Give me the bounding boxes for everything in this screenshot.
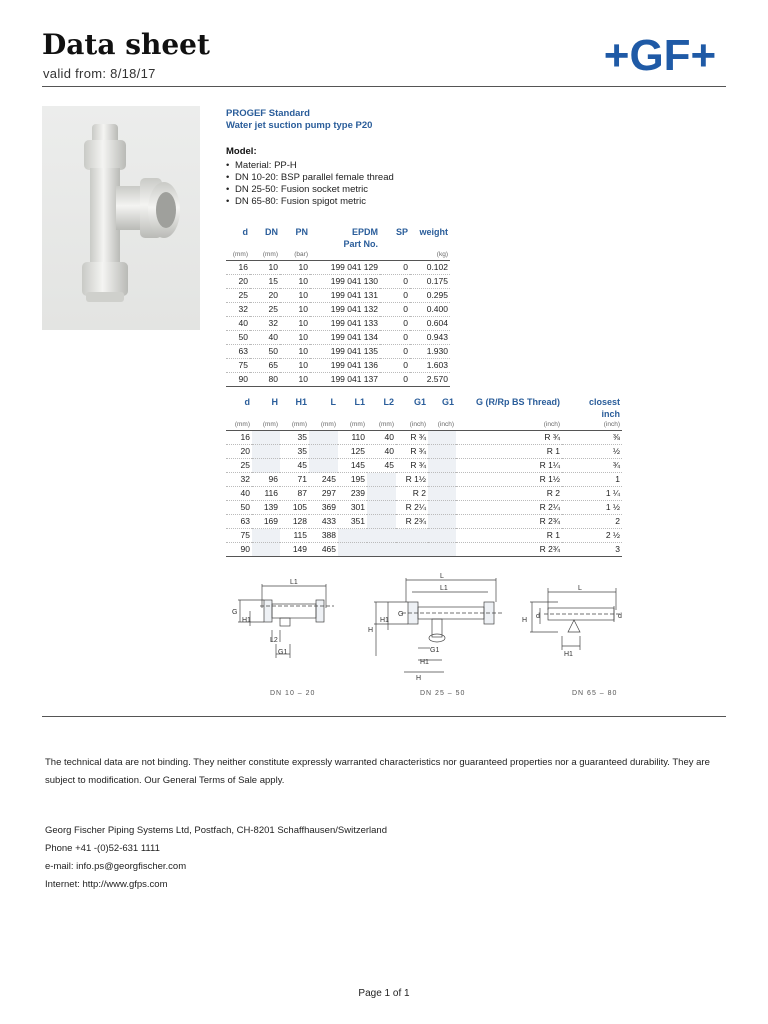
table-cell: 10 — [280, 303, 310, 317]
table-row — [226, 501, 622, 515]
table-row — [226, 543, 622, 557]
table-cell: 433 — [309, 515, 338, 529]
table-cell: R 2 — [456, 487, 562, 501]
valid-from: valid from: 8/18/17 — [43, 66, 156, 81]
table-cell: 145 — [338, 459, 367, 473]
table-cell: 0 — [380, 303, 410, 317]
column-unit: (inch) — [428, 420, 456, 431]
disclaimer: The technical data are not binding. They neither constitute expressly warranted characteristics nor guaranteed properties nor a guaranteed durability. They are subject to modification. Our General Terms of Sale apply. — [45, 757, 710, 786]
table-cell: 71 — [280, 473, 309, 487]
table-cell: R 2¼ — [456, 501, 562, 515]
table-cell: 0 — [380, 359, 410, 373]
phone: Phone +41 -(0)52-631 1111 — [45, 843, 160, 854]
table-cell: R ¾ — [396, 445, 428, 459]
table-row — [226, 345, 450, 359]
table-cell: 15 — [250, 275, 280, 289]
table-cell: 1 ½ — [562, 501, 622, 515]
column-header: L2 — [383, 397, 394, 407]
dim-label-g: G — [232, 609, 238, 616]
table-cell: 10 — [280, 373, 310, 387]
column-header-sub — [280, 408, 309, 420]
table-cell — [428, 487, 456, 501]
dimensions-table — [226, 396, 622, 557]
table-cell: 110 — [338, 431, 367, 445]
table-cell: 245 — [309, 473, 338, 487]
table-row — [226, 317, 450, 331]
table-cell: 10 — [250, 261, 280, 275]
table-cell — [367, 473, 396, 487]
table-cell — [309, 431, 338, 445]
table-cell: 0.400 — [410, 303, 450, 317]
column-header-sub — [456, 408, 562, 420]
column-header-sub — [338, 408, 367, 420]
table-cell — [367, 487, 396, 501]
table-cell: 35 — [280, 445, 309, 459]
table-cell — [338, 529, 367, 543]
column-header: PN — [295, 227, 308, 237]
table-cell: 45 — [280, 459, 309, 473]
table-cell: 1 — [562, 473, 622, 487]
table-cell: 199 041 131 — [310, 289, 380, 303]
table-cell — [428, 459, 456, 473]
column-unit: (inch) — [562, 420, 622, 431]
column-unit: (mm) — [252, 420, 280, 431]
column-header: G1 — [413, 397, 426, 407]
table-cell — [396, 543, 428, 557]
dim-label-g1: G1 — [278, 649, 288, 656]
column-unit: (mm) — [226, 420, 252, 431]
diagram-caption: DN 65 – 80 — [572, 690, 618, 697]
table-row — [226, 515, 622, 529]
table-row — [226, 373, 450, 387]
column-unit — [310, 250, 380, 261]
column-unit: (mm) — [309, 420, 338, 431]
table-cell — [309, 445, 338, 459]
table-cell: 10 — [280, 359, 310, 373]
table-cell: 199 041 135 — [310, 345, 380, 359]
diagram-dn25-50 — [368, 572, 512, 684]
table-row — [226, 275, 450, 289]
table-cell: 50 — [226, 331, 250, 345]
table-cell — [428, 543, 456, 557]
table-cell: R 2¼ — [396, 501, 428, 515]
column-unit: (mm) — [280, 420, 309, 431]
table-cell: 199 041 136 — [310, 359, 380, 373]
gf-logo — [592, 32, 728, 78]
table-cell: R 1½ — [456, 473, 562, 487]
table-cell: 40 — [250, 331, 280, 345]
table-cell: 32 — [250, 317, 280, 331]
page-title: Data sheet — [42, 28, 210, 61]
table-cell: R 1½ — [396, 473, 428, 487]
table-cell: 63 — [226, 345, 250, 359]
tee-fitting-image — [42, 106, 200, 330]
table-cell: 32 — [226, 473, 252, 487]
table-cell: R 1¼ — [456, 459, 562, 473]
table-cell: 369 — [309, 501, 338, 515]
table-cell: 2 — [562, 515, 622, 529]
table-cell: 2.570 — [410, 373, 450, 387]
spec-list — [226, 160, 394, 208]
product-line: PROGEF Standard — [226, 108, 310, 119]
spec-item: • DN 10-20: BSP parallel female thread — [226, 172, 394, 184]
table-cell: 50 — [226, 501, 252, 515]
table-cell: R 2¾ — [396, 515, 428, 529]
table-cell: 1.603 — [410, 359, 450, 373]
table-cell: 25 — [226, 289, 250, 303]
logo-text: +GF+ — [603, 32, 717, 78]
dim-label-l: L — [440, 573, 444, 580]
table-cell: R 2¾ — [456, 515, 562, 529]
column-header-sub — [367, 408, 396, 420]
dim-label-g: G — [398, 611, 404, 618]
column-unit: (bar) — [280, 250, 310, 261]
table-cell — [428, 529, 456, 543]
table-row — [226, 431, 622, 445]
table-cell: 0.295 — [410, 289, 450, 303]
table-cell: 0.102 — [410, 261, 450, 275]
dim-label-l: L — [578, 585, 582, 592]
table-cell: 0 — [380, 289, 410, 303]
table-cell: R 2¾ — [456, 543, 562, 557]
table-cell — [252, 529, 280, 543]
table-cell: 40 — [226, 317, 250, 331]
table-cell: 10 — [280, 261, 310, 275]
table-cell: 2 ½ — [562, 529, 622, 543]
table-cell: 388 — [309, 529, 338, 543]
column-header: d — [242, 227, 248, 237]
table-row — [226, 261, 450, 275]
table-cell — [338, 543, 367, 557]
website[interactable]: Internet: http://www.gfps.com — [45, 879, 168, 890]
dim-label-g1: G1 — [430, 647, 440, 654]
table-cell: 125 — [338, 445, 367, 459]
table-cell: 195 — [338, 473, 367, 487]
table-cell — [428, 431, 456, 445]
column-header: G (R/Rp BS Thread) — [475, 397, 560, 407]
model-label: Model: — [226, 146, 257, 157]
column-unit: (mm) — [226, 250, 250, 261]
table-cell — [428, 501, 456, 515]
column-header: H — [271, 397, 278, 407]
table-cell: R ¾ — [456, 431, 562, 445]
table-cell: 301 — [338, 501, 367, 515]
column-unit: (inch) — [456, 420, 562, 431]
table-row — [226, 303, 450, 317]
email[interactable]: e-mail: info.ps@georgfischer.com — [45, 861, 187, 872]
column-unit: (mm) — [338, 420, 367, 431]
product-photo — [42, 106, 200, 330]
table-cell: 87 — [280, 487, 309, 501]
table-cell — [367, 529, 396, 543]
table-cell: ½ — [562, 445, 622, 459]
table-cell: 96 — [252, 473, 280, 487]
column-unit: (inch) — [396, 420, 428, 431]
table-row — [226, 289, 450, 303]
table-cell: 10 — [280, 317, 310, 331]
column-header-sub — [252, 408, 280, 420]
table-cell: 0 — [380, 345, 410, 359]
table-cell: 25 — [226, 459, 252, 473]
table-cell — [252, 431, 280, 445]
table-cell: 90 — [226, 543, 252, 557]
column-header-sub — [280, 238, 310, 250]
table-cell — [367, 543, 396, 557]
table-cell: 20 — [226, 445, 252, 459]
table-row — [226, 331, 450, 345]
dim-label-l1: L1 — [440, 585, 448, 592]
column-header-sub — [428, 408, 456, 420]
header-divider — [42, 86, 726, 87]
table-cell: 0 — [380, 261, 410, 275]
table-cell: 1 ¼ — [562, 487, 622, 501]
spec-item: • DN 25-50: Fusion socket metric — [226, 184, 394, 196]
product-name: Water jet suction pump type P20 — [226, 120, 373, 131]
column-header-sub — [226, 238, 250, 250]
table-cell: 0.943 — [410, 331, 450, 345]
table-cell: 20 — [250, 289, 280, 303]
table-cell: 65 — [250, 359, 280, 373]
column-header: EPDM — [351, 227, 378, 237]
column-unit: (mm) — [367, 420, 396, 431]
table-cell: 199 041 134 — [310, 331, 380, 345]
table-cell: 1.930 — [410, 345, 450, 359]
table-cell: 80 — [250, 373, 280, 387]
product-title — [226, 108, 372, 132]
table-cell: R ¾ — [396, 431, 428, 445]
table-cell — [309, 459, 338, 473]
table-cell — [367, 515, 396, 529]
table-cell: 75 — [226, 359, 250, 373]
table-cell: 199 041 132 — [310, 303, 380, 317]
dim-label-h1: H1 — [564, 651, 573, 658]
contact-block — [45, 822, 387, 894]
column-header: closest — [588, 397, 620, 407]
dim-label-h-bottom: H — [416, 675, 422, 682]
table-cell: 20 — [226, 275, 250, 289]
table-cell: 32 — [226, 303, 250, 317]
column-header: L1 — [354, 397, 365, 407]
table-cell: 0 — [380, 373, 410, 387]
table-cell — [367, 501, 396, 515]
table-cell — [252, 445, 280, 459]
page-number: Page 1 of 1 — [358, 988, 410, 999]
table-cell: 3 — [562, 543, 622, 557]
spec-item: • Material: PP-H — [226, 160, 394, 172]
table-cell: 199 041 129 — [310, 261, 380, 275]
dim-label-h1: H1 — [380, 617, 389, 624]
table-cell: 169 — [252, 515, 280, 529]
column-header-sub — [250, 238, 280, 250]
table-cell — [252, 543, 280, 557]
table-cell: ¾ — [562, 459, 622, 473]
column-header-sub — [410, 238, 450, 250]
table-cell: 16 — [226, 261, 250, 275]
table-cell: 10 — [280, 275, 310, 289]
column-header-sub — [309, 408, 338, 420]
table-cell: 40 — [367, 431, 396, 445]
column-header: weight — [419, 227, 448, 237]
column-header: SP — [395, 227, 408, 237]
table-cell: ⅜ — [562, 431, 622, 445]
table-cell: 199 041 137 — [310, 373, 380, 387]
table-row — [226, 359, 450, 373]
table-cell: 0 — [380, 317, 410, 331]
column-header: DN — [265, 227, 278, 237]
diagram-dn10-20 — [222, 572, 344, 684]
table-cell: 351 — [338, 515, 367, 529]
table-cell: 149 — [280, 543, 309, 557]
table-cell — [428, 515, 456, 529]
diagram-dn65-80 — [518, 572, 626, 684]
table-cell: R 2 — [396, 487, 428, 501]
table-cell: 105 — [280, 501, 309, 515]
table-cell: 115 — [280, 529, 309, 543]
table-row — [226, 445, 622, 459]
table-cell — [428, 473, 456, 487]
table-row — [226, 487, 622, 501]
table-cell: 297 — [309, 487, 338, 501]
table-cell — [396, 529, 428, 543]
column-header: L — [330, 397, 336, 407]
table-cell: R 1 — [456, 445, 562, 459]
table-row — [226, 459, 622, 473]
column-header: G1 — [441, 397, 454, 407]
table-cell: 50 — [250, 345, 280, 359]
table-cell: R ¾ — [396, 459, 428, 473]
table-row — [226, 529, 622, 543]
table-cell: 25 — [250, 303, 280, 317]
table-cell: 90 — [226, 373, 250, 387]
table-cell: 139 — [252, 501, 280, 515]
table-cell: 199 041 130 — [310, 275, 380, 289]
table-cell: 0.175 — [410, 275, 450, 289]
parts-table — [226, 226, 450, 387]
table-cell: 63 — [226, 515, 252, 529]
dim-label-h: H — [522, 617, 528, 624]
dim-label-l2: L2 — [270, 637, 278, 644]
dim-label-l1: L1 — [290, 579, 298, 586]
table-cell: 199 041 133 — [310, 317, 380, 331]
table-cell — [252, 459, 280, 473]
table-cell: 16 — [226, 431, 252, 445]
table-cell: 45 — [367, 459, 396, 473]
diagram-caption: DN 10 – 20 — [270, 690, 316, 697]
table-cell: 10 — [280, 289, 310, 303]
table-row — [226, 473, 622, 487]
table-cell — [428, 445, 456, 459]
content-divider — [42, 716, 726, 717]
dim-label-h1-bottom: H1 — [420, 659, 429, 666]
spec-item: • DN 65-80: Fusion spigot metric — [226, 196, 394, 208]
column-unit: (kg) — [410, 250, 450, 261]
column-header-sub: inch — [601, 409, 620, 419]
column-header-sub — [226, 408, 252, 420]
table-cell: 35 — [280, 431, 309, 445]
dim-label-d: d — [536, 613, 540, 620]
column-header: H1 — [295, 397, 307, 407]
table-cell: 239 — [338, 487, 367, 501]
table-cell: 10 — [280, 345, 310, 359]
dim-label-h1: H1 — [242, 617, 251, 624]
table-cell: 40 — [367, 445, 396, 459]
table-cell: 0 — [380, 275, 410, 289]
company-address: Georg Fischer Piping Systems Ltd, Postfach, CH-8201 Schaffhausen/Switzerland — [45, 825, 387, 836]
table-cell: 0.604 — [410, 317, 450, 331]
table-cell: R 1 — [456, 529, 562, 543]
table-cell: 40 — [226, 487, 252, 501]
table-cell: 465 — [309, 543, 338, 557]
table-cell: 128 — [280, 515, 309, 529]
table-cell: 75 — [226, 529, 252, 543]
dim-label-d-right: d — [618, 613, 622, 620]
table-cell: 0 — [380, 331, 410, 345]
table-cell: 10 — [280, 331, 310, 345]
column-header-sub: Part No. — [343, 239, 378, 249]
table-cell: 116 — [252, 487, 280, 501]
column-header-sub — [396, 408, 428, 420]
column-unit: (mm) — [250, 250, 280, 261]
diagram-caption: DN 25 – 50 — [420, 690, 466, 697]
column-header-sub — [380, 238, 410, 250]
dim-label-h: H — [368, 627, 374, 634]
column-unit — [380, 250, 410, 261]
column-header: d — [244, 397, 250, 407]
